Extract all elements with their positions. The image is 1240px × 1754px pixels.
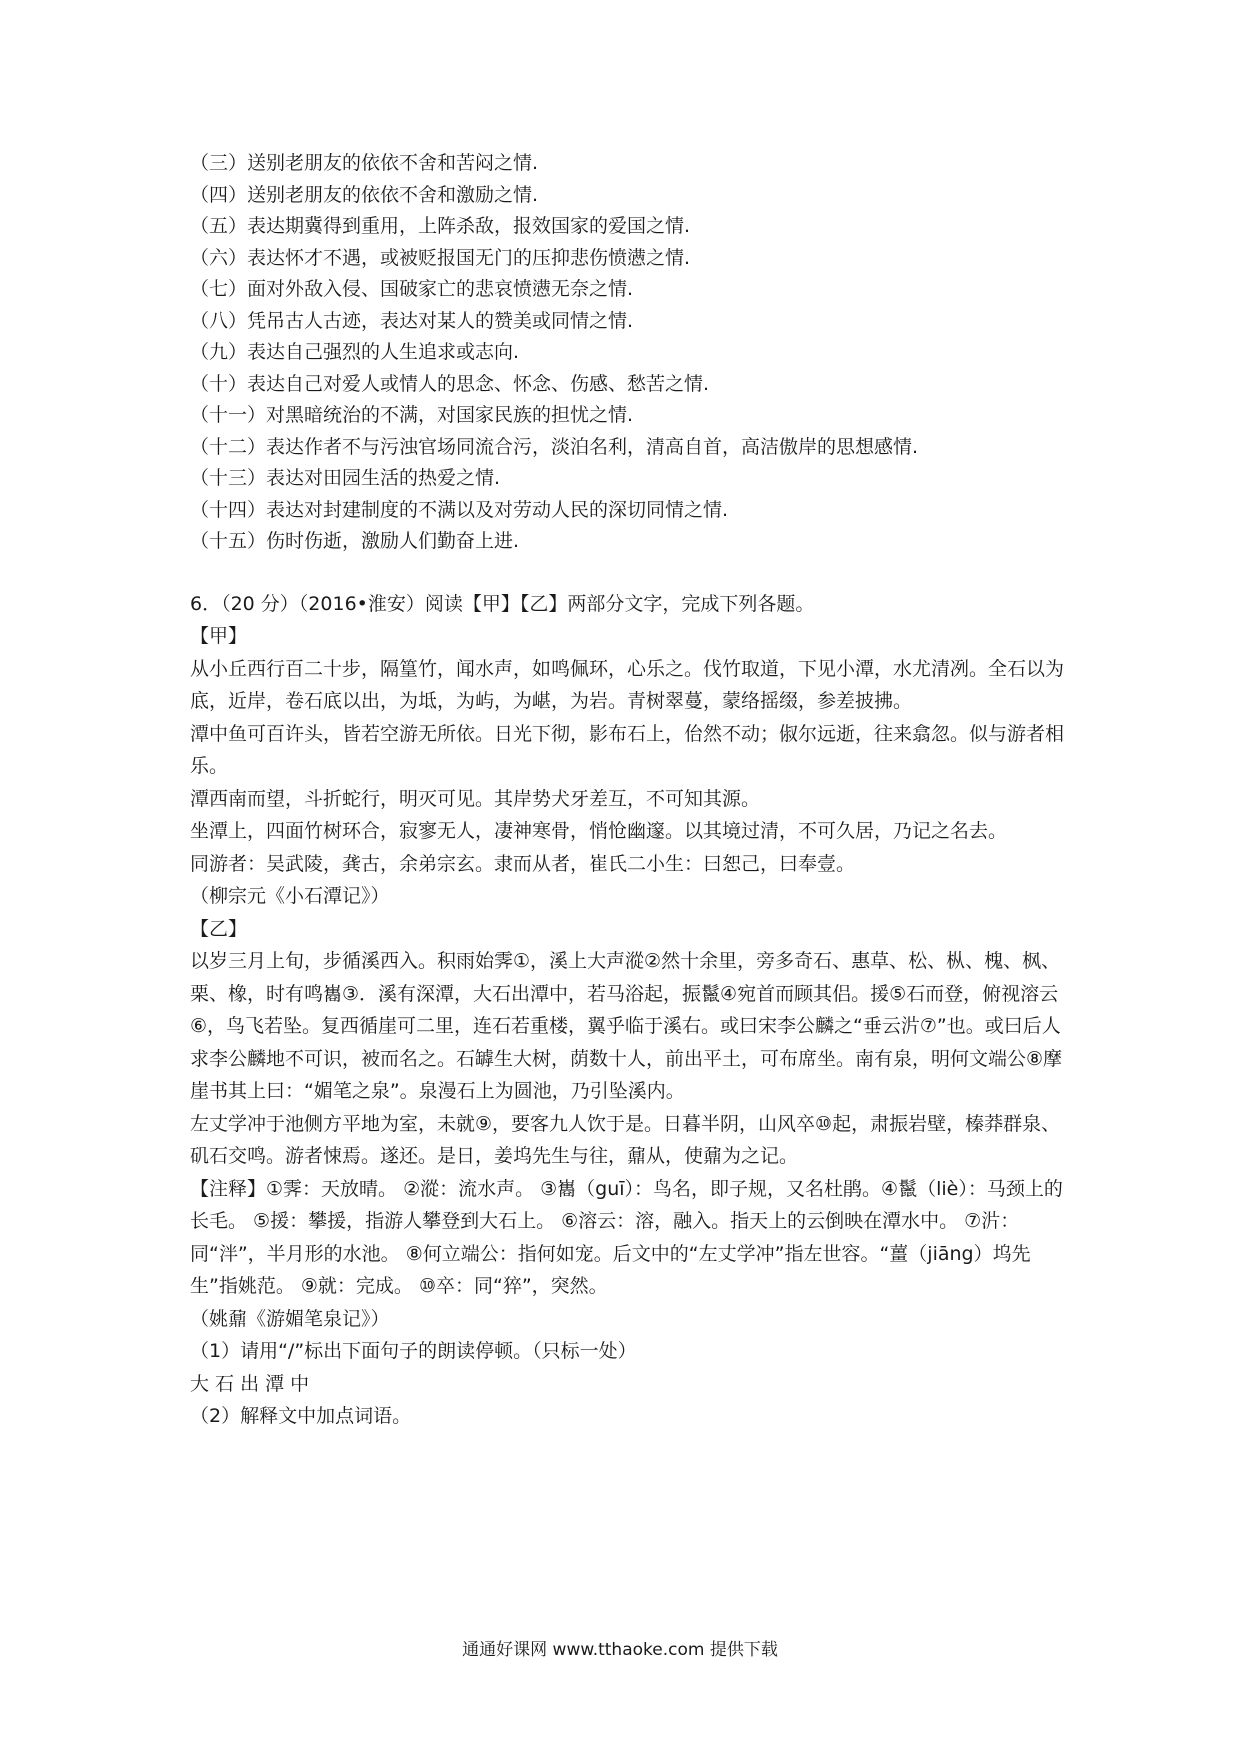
list-item: （十）表达自己对爱人或情人的思念、怀念、伤感、愁苦之情. — [190, 372, 710, 395]
list-item: （六）表达怀才不遇，或被贬报国无门的压抑悲伤愤懑之情. — [190, 246, 691, 269]
jia-paragraph: 潭西南而望，斗折蛇行，明灭可见。其岸势犬牙差互，不可知其源。 — [190, 787, 761, 810]
pause-sentence: 大 石 出 潭 中 — [190, 1372, 310, 1395]
list-item: （五）表达期冀得到重用，上阵杀敌，报效国家的爱国之情. — [190, 215, 691, 237]
list-item: （十五）伤时伤逝，激励人们勤奋上进. — [190, 530, 520, 552]
jia-paragraph: 坐潭上，四面竹树环合，寂寥无人，凄神寒骨，悄怆幽邃。以其境过清，不可久居，乃记之名去。 — [190, 820, 1008, 842]
footer-watermark: 通通好课网 www.tthaoke.com 提供下载 — [462, 1640, 778, 1660]
list-item: （八）凭吊古人古迹，表达对某人的赞美或同情之情. — [190, 309, 634, 332]
sub-question-1: （1）请用“/”标出下面句子的朗读停顿。（只标一处） — [190, 1340, 637, 1362]
list-item: （七）面对外敌入侵、国破家亡的悲哀愤懑无奈之情. — [190, 278, 634, 300]
sub-question-2: （2）解释文中加点词语。 — [190, 1405, 412, 1427]
list-item: （十一）对黑暗统治的不满，对国家民族的担忧之情. — [190, 404, 634, 426]
list-item: （三）送别老朋友的依依不舍和苦闷之情. — [190, 152, 539, 174]
emotion-list — [190, 148, 1070, 558]
yi-label: 【乙】 — [190, 917, 248, 940]
yi-notes: 【注释】①霁：天放晴。 ②漎：流水声。 ③巂（guī）：鸟名，即子规，又名杜鹃。④鬣（liè）：马颈上的长毛。 ⑤援：攀援，指游人攀登到大石上。 ⑥溶云：溶，融入。指天上的云倒映在潭水中。 ⑦沜：同“泮”，半月形的水池。 ⑧何立端公：指何如宠。后文中的“左丈学冲”指左世容。“薑（jiāng）坞先生”指姚范。 ⑨就：完成。 ⑩卒：同“猝”，突然。 — [190, 1177, 1063, 1297]
list-item: （十三）表达对田园生活的热爱之情. — [190, 467, 501, 489]
question-header: 6．（20 分）（2016•淮安）阅读【甲】【乙】两部分文字，完成下列各题。 — [190, 592, 815, 615]
document-page — [190, 148, 1070, 1433]
jia-paragraph: 从小丘西行百二十步，隔篁竹，闻水声，如鸣佩环，心乐之。伐竹取道，下见小潭，水尤清冽。全石以为底，近岸，卷石底以出，为坻，为屿，为嵁，为岩。青树翠蔓，蒙络摇缀，参差披拂。 — [190, 657, 1065, 712]
list-item: （四）送别老朋友的依依不舍和激励之情. — [190, 183, 539, 206]
yi-source: （姚鼐《游媚笔泉记》） — [190, 1307, 390, 1330]
yi-paragraph: 以岁三月上旬，步循溪西入。积雨始霁①，溪上大声漎②然十余里，旁多奇石、惠草、松、枞、槐、枫、栗、橡，时有鸣巂③．溪有深潭，大石出潭中，若马浴起，振鬣④宛首而顾其侣。援⑤石而登，俯视溶云⑥，鸟飞若坠。复西循崖可二里，连石若重楼，翼乎临于溪右。或曰宋李公麟之“垂云沜⑦”也。或曰后人求李公麟地不可识，被而名之。石罅生大树，荫数十人，前出平土，可布席坐。南有泉，明何文端公⑧摩崖书其上曰：“媚笔之泉”。泉漫石上为圆池，乃引坠溪内。 — [190, 950, 1063, 1102]
jia-paragraph: 潭中鱼可百许头，皆若空游无所依。日光下彻，影布石上，佁然不动；俶尔远逝，往来翕忽。似与游者相乐。 — [190, 722, 1065, 777]
jia-paragraph: 同游者：吴武陵，龚古，余弟宗玄。隶而从者，崔氏二小生：曰恕己，曰奉壹。 — [190, 852, 856, 875]
yi-paragraph: 左丈学冲于池侧方平地为室，未就⑨，要客九人饮于是。日暮半阴，山风卒⑩起，肃振岩壁，榛莽群泉、矶石交鸣。游者悚焉。遂还。是日，姜坞先生与往，鼐从，使鼐为之记。 — [190, 1112, 1061, 1167]
jia-source: （柳宗元《小石潭记》） — [190, 885, 390, 907]
jia-label: 【甲】 — [190, 625, 248, 647]
list-item: （十二）表达作者不与污浊官场同流合污，淡泊名利，清高自首，高洁傲岸的思想感情. — [190, 435, 919, 458]
list-item: （九）表达自己强烈的人生追求或志向. — [190, 341, 520, 363]
list-item: （十四）表达对封建制度的不满以及对劳动人民的深切同情之情. — [190, 498, 729, 521]
